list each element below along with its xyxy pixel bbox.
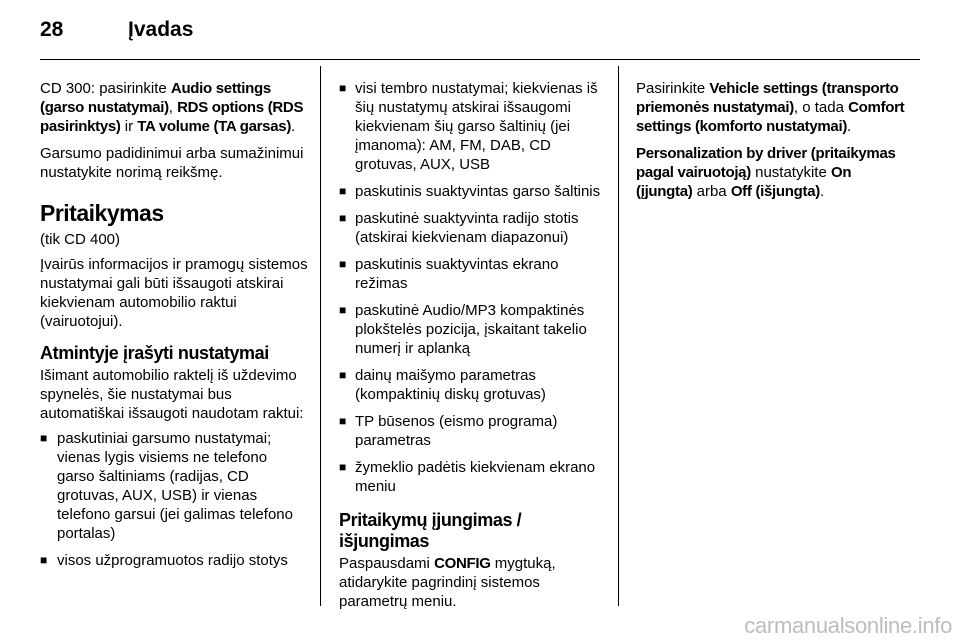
section-title: Įvadas bbox=[128, 18, 194, 41]
menu-term-vehicle-settings: Vehicle settings (transporto priemonės nustatymai) bbox=[636, 80, 899, 116]
text-run: . bbox=[291, 118, 296, 135]
watermark: carmanualsonline.info bbox=[744, 613, 952, 638]
personalization-paragraph: Įvairūs informacijos ir pramogų sistemos nustatymai gali būti išsaugoti atskirai kiekvienam automobilio raktui (vairuotojui). bbox=[40, 256, 308, 330]
cd400-note: (tik CD 400) bbox=[40, 231, 121, 248]
list-item: ■ dainų maišymo parametras (kompaktinių diskų grotuvas) bbox=[339, 366, 607, 404]
text-run: Pasirinkite bbox=[636, 80, 710, 97]
config-paragraph bbox=[339, 554, 607, 611]
text-run: , bbox=[168, 99, 178, 116]
text-run: nustatykite bbox=[750, 164, 831, 181]
menu-term-ta-volume: TA volume (TA garsas) bbox=[137, 118, 292, 135]
column-divider-1 bbox=[320, 66, 321, 606]
list-item: ■ paskutinė suaktyvinta radijo stotis (atskirai kiekvienam diapazonui) bbox=[339, 209, 607, 247]
saved-settings-list-1 bbox=[40, 429, 308, 570]
option-on: On (įjungta) bbox=[636, 164, 852, 200]
list-item: ■ paskutinis suaktyvintas ekrano režimas bbox=[339, 255, 607, 293]
header-rule bbox=[40, 59, 920, 60]
menu-term-audio-settings: Audio settings (garso nustatymai) bbox=[40, 80, 271, 116]
list-item: ■ paskutinis suaktyvintas garso šaltinis bbox=[339, 182, 607, 201]
text-run: ir bbox=[120, 118, 138, 135]
subheading-enable-disable: Pritaikymų įjungimas / išjungimas bbox=[339, 510, 522, 551]
saved-settings-list-2 bbox=[339, 79, 607, 496]
saved-settings-intro: Išimant automobilio raktelį iš uždevimo spynelės, šie nustatymai bus automatiškai išsaugoti naudotam raktui: bbox=[40, 367, 304, 422]
text-run: . bbox=[819, 183, 825, 200]
volume-paragraph: Garsumo padidinimui arba sumažinimui nustatykite norimą reikšmę. bbox=[40, 145, 304, 181]
list-item: ■ žymeklio padėtis kiekvienam ekrano meniu bbox=[339, 458, 607, 496]
text-run: CD 300: pasirinkite bbox=[40, 80, 171, 97]
config-button-term: CONFIG bbox=[434, 555, 491, 572]
personalization-by-driver-paragraph bbox=[636, 144, 906, 201]
text-run: Paspausdami bbox=[339, 555, 435, 572]
text-run: . bbox=[847, 118, 852, 135]
list-item: ■ paskutinė Audio/MP3 kompaktinės plokštelės pozicija, įskaitant takelio numerį ir aplanką bbox=[339, 301, 607, 358]
subheading-saved-settings: Atmintyje įrašyti nustatymai bbox=[40, 343, 269, 363]
column-3 bbox=[636, 79, 906, 209]
text-run: mygtuką, atidarykite pagrindinį sistemos parametrų meniu. bbox=[339, 555, 556, 610]
page-number: 28 bbox=[40, 18, 64, 41]
list-item: ■ visos užprogramuotos radijo stotys bbox=[40, 551, 308, 570]
vehicle-settings-paragraph bbox=[636, 79, 906, 136]
menu-term-rds-options: RDS options (RDS pasirinktys) bbox=[40, 99, 304, 135]
column-divider-2 bbox=[618, 66, 619, 606]
text-run: , o tada bbox=[793, 99, 849, 116]
list-item: ■ paskutiniai garsumo nustatymai; vienas lygis visiems ne telefono garso šaltiniams (radijas, CD grotuvas, AUX, USB) ir vienas telefono garsui (jei galimas telefono portalas) bbox=[40, 429, 308, 543]
column-2 bbox=[339, 79, 607, 619]
list-item: ■ TP būsenos (eismo programa) parametras bbox=[339, 412, 607, 450]
text-run: arba bbox=[692, 183, 731, 200]
menu-term-personalization-by-driver: Personalization by driver (pritaikymas pagal vairuotoją) bbox=[636, 145, 896, 181]
option-off: Off (išjungta) bbox=[730, 183, 820, 200]
menu-term-comfort-settings: Comfort settings (komforto nustatymai) bbox=[636, 99, 905, 135]
cd300-instruction bbox=[40, 79, 308, 136]
column-1 bbox=[40, 79, 308, 578]
section-heading-pritaikymas: Pritaikymas bbox=[40, 200, 164, 226]
list-item: ■ visi tembro nustatymai; kiekvienas iš šių nustatymų atskirai išsaugomi kiekvienam šių garso šaltinių (jei įmanoma): AM, FM, DAB, CD grotuvas, AUX, USB bbox=[339, 79, 607, 174]
